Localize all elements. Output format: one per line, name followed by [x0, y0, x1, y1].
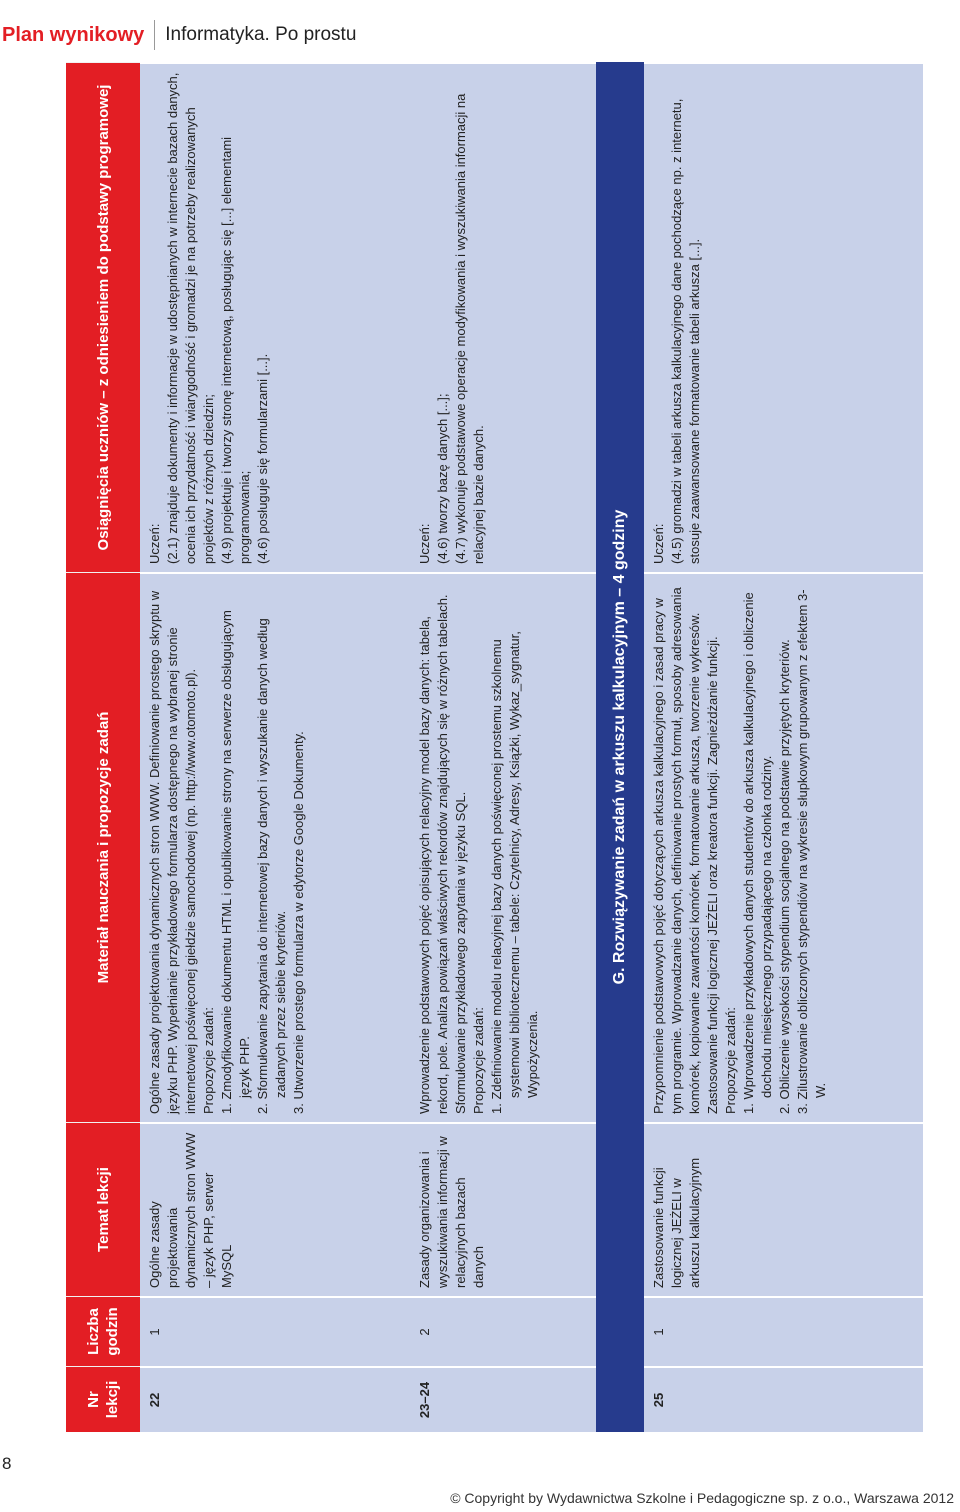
lesson-material [140, 572, 410, 1122]
achievements-label: Uczeń: [147, 523, 162, 564]
lesson-number: 23–24 [410, 1366, 596, 1432]
col-header-hours: Liczba godzin [66, 1296, 140, 1366]
proposal-item: 3. Zilustrowanie obliczonych stypendiów na wykresie słupkowym grupowanym z efektem 3-W. [795, 589, 828, 1114]
lesson-achievements [644, 62, 923, 572]
lesson-hours: 1 [644, 1296, 923, 1366]
achievements-label: Uczeń: [651, 523, 666, 564]
col-header-nr: Nr lekcji [66, 1366, 140, 1432]
achievements-label: Uczeń: [417, 523, 432, 564]
table-row [644, 62, 923, 1432]
col-header-achievements: Osiągnięcia uczniów – z odniesieniem do podstawy programowej [66, 62, 140, 572]
lesson-material [410, 572, 596, 1122]
achievement-item: (4.7) wykonuje podstawowe operacje modyfikowania i wyszukiwania informacji na relacyjnej bazie danych. [453, 93, 486, 564]
lesson-material [644, 572, 923, 1122]
proposals-label: Propozycje zadań: [723, 1007, 738, 1114]
lesson-plan-table [66, 62, 923, 1432]
material-intro-2: Zastosowanie funkcji logicznej JEŻELI oraz kreatora funkcji. Zagnieżdżanie funkcji. [705, 636, 720, 1114]
achievement-item: (4.6) posługuje się formularzami [...]. [255, 353, 270, 564]
proposals-label: Propozycje zadań: [201, 1007, 216, 1114]
lesson-hours: 2 [410, 1296, 596, 1366]
achievement-item: (2.1) znajduje dokumenty i informacje w udostępnianych w internecie bazach danych, ocenia ich przydatność i wiarygodność i gromadzi je na potrzeby realizowanych projektów z różnych dziedzin; [165, 72, 216, 564]
proposal-item: 3. Utworzenie prostego formularza w edytorze Google Dokumenty. [291, 731, 306, 1114]
table-header-row [66, 62, 140, 1432]
proposals-label: Propozycje zadań: [471, 1007, 486, 1114]
copyright-notice: © Copyright by Wydawnictwa Szkolne i Pedagogiczne sp. z o.o., Warszawa 2012 [450, 1490, 954, 1506]
material-intro: Wprowadzenie podstawowych pojęć opisujących relacyjny model bazy danych: tabela, rekord, pole. Analiza powiązań właściwych rekordów znajdujących się w różnych tabelach. Sformułowanie przykładowego zapytania w języku SQL. [417, 594, 468, 1114]
material-intro: Ogólne zasady projektowania dynamicznych stron WWW. Definiowanie prostego skryptu w języku PHP. Wypełnianie przykładowego formularza dostępnego na wybranej stronie internetowej poświęconej giełdzie samochodowej (np. http://www.otomoto.pl). [147, 590, 198, 1114]
lesson-achievements [140, 62, 410, 572]
lesson-topic: Zastosowanie funkcji logicznej JEŻELI w arkuszu kalkulacyjnym [644, 1122, 923, 1296]
lesson-number: 25 [644, 1366, 923, 1432]
rotated-table-frame [66, 62, 923, 1432]
lesson-topic: Zasady organizowania i wyszukiwania informacji w relacyjnych bazach danych [410, 1122, 596, 1296]
brand-title: Plan wynikowy [2, 23, 145, 46]
section-heading: G. Rozwiązywanie zadań w arkuszu kalkulacyjnym – 4 godziny [596, 62, 644, 1432]
header-subtitle: Informatyka. Po prostu [165, 24, 357, 45]
proposal-item: 2. Sformułowanie zapytania do internetowej bazy danych i wyszukanie danych według zadanych przez siebie kryteriów. [255, 618, 288, 1114]
table-row [140, 62, 412, 1432]
col-header-topic: Temat lekcji [66, 1122, 140, 1296]
col-header-material: Materiał nauczania i propozycje zadań [66, 572, 140, 1122]
proposal-item: 1. Zdefiniowanie modelu relacyjnej bazy danych poświęconej prostemu szkolnemu systemowi bibliotecznemu – tabele: Czytelnicy, Adresy, Książki, Wykaz_sygnatur, Wypożyczenia. [489, 631, 540, 1114]
material-intro: Przypomnienie podstawowych pojęć dotyczących arkusza kalkulacyjnego i zasad pracy w tym programie. Wprowadzanie danych, definiowanie prostych formuł, sposoby adresowania komórek, kopiowanie zawartości komórek, formatowanie arkusza, tworzenie wykresów. [651, 587, 702, 1114]
proposal-item: 1. Zmodyfikowanie dokumentu HTML i opublikowanie strony na serwerze obsługującym język PHP. [219, 610, 252, 1114]
page-header [0, 16, 356, 54]
header-divider [154, 20, 155, 50]
lesson-achievements [410, 62, 596, 572]
lesson-hours: 1 [140, 1296, 410, 1366]
proposal-item: 1. Wprowadzenie przykładowych danych studentów do arkusza kalkulacyjnego i obliczenie dochodu miesięcznego przypadającego na członka rodziny. [741, 592, 774, 1114]
lesson-topic: Ogólne zasady projektowania dynamicznych stron WWW – język PHP, serwer MySQL [140, 1122, 410, 1296]
page-number: 8 [2, 1454, 12, 1473]
table-row [410, 62, 598, 1432]
achievement-item: (4.5) gromadzi w tabeli arkusza kalkulacyjnego dane pochodzące np. z internetu, stosuje zaawansowane formatowanie tabeli arkusza [...]. [669, 98, 702, 564]
achievement-item: (4.9) projektuje i tworzy stronę internetową, posługując się [...] elementami programowania; [219, 136, 252, 564]
proposal-item: 2. Obliczenie wysokości stypendium socjalnego na podstawie przyjętych kryteriów. [777, 639, 792, 1114]
achievement-item: (4.6) tworzy bazę danych [...]; [435, 393, 450, 564]
lesson-number: 22 [140, 1366, 410, 1432]
